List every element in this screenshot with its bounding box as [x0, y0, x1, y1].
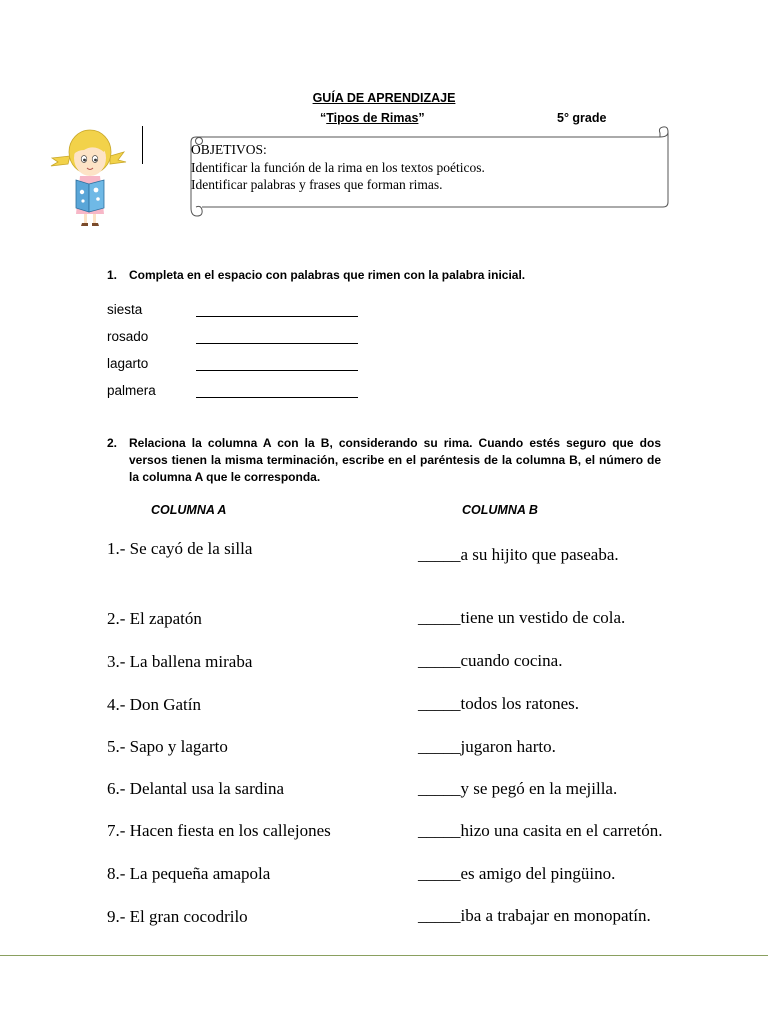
girl-reading-illustration — [48, 128, 130, 228]
rhyme-word: rosado — [107, 329, 149, 344]
column-a-item: 5.- Sapo y lagarto — [107, 737, 228, 756]
document-title: GUÍA DE APRENDIZAJE — [312, 91, 456, 105]
rhyme-word: lagarto — [107, 356, 149, 371]
column-b-item[interactable]: _____iba a trabajar en monopatín. — [418, 906, 651, 925]
column-b-item[interactable]: _____hizo una casita en el carretón. — [418, 821, 663, 840]
grade-label: 5° grade — [557, 111, 607, 125]
column-a-heading: COLUMNA A — [151, 503, 227, 517]
column-b-heading: COLUMNA B — [462, 503, 538, 517]
column-a-item: 2.- El zapatón — [107, 609, 202, 628]
answer-blank[interactable] — [196, 397, 358, 398]
objectives-heading: OBJETIVOS: — [191, 142, 267, 157]
document-subtitle: “Tipos de Rimas” — [320, 111, 425, 125]
column-a-item: 3.- La ballena miraba — [107, 652, 253, 671]
objectives-text — [191, 141, 485, 194]
page-bottom-rule — [0, 955, 768, 956]
column-b-item[interactable]: _____todos los ratones. — [418, 694, 580, 713]
column-a-item: 7.- Hacen fiesta en los callejones — [107, 821, 331, 840]
question-2: 2. Relaciona la columna A con la B, considerando su rima. Cuando estés seguro que dos versos tienen la misma terminación, escribe en el paréntesis de la columna B, el número de la columna A que le corresponda. — [107, 436, 661, 484]
column-b-item[interactable]: _____a su hijito que paseaba. — [418, 545, 619, 564]
objective-line: Identificar la función de la rima en los textos poéticos. — [191, 159, 485, 175]
column-b-item[interactable]: _____tiene un vestido de cola. — [418, 608, 626, 627]
column-b-item[interactable]: _____cuando cocina. — [418, 651, 563, 670]
question-1: 1. Completa en el espacio con palabras que rimen con la palabra inicial. — [107, 268, 526, 282]
column-b-item[interactable]: _____jugaron harto. — [418, 737, 556, 756]
column-a-item: 8.- La pequeña amapola — [107, 864, 271, 883]
answer-blank[interactable] — [196, 343, 358, 344]
divider-bar — [142, 126, 143, 164]
column-a-item: 4.- Don Gatín — [107, 695, 201, 714]
column-b-item[interactable]: _____y se pegó en la mejilla. — [418, 779, 618, 798]
column-a-item: 9.- El gran cocodrilo — [107, 907, 248, 926]
answer-blank[interactable] — [196, 370, 358, 371]
rhyme-word: palmera — [107, 383, 156, 398]
objective-line: Identificar palabras y frases que forman rimas. — [191, 177, 443, 192]
rhyme-word: siesta — [107, 302, 143, 317]
column-a-item: 1.- Se cayó de la silla — [107, 539, 253, 558]
answer-blank[interactable] — [196, 316, 358, 317]
column-b-item[interactable]: _____es amigo del pingüino. — [418, 864, 616, 883]
column-a-item: 6.- Delantal usa la sardina — [107, 779, 285, 798]
